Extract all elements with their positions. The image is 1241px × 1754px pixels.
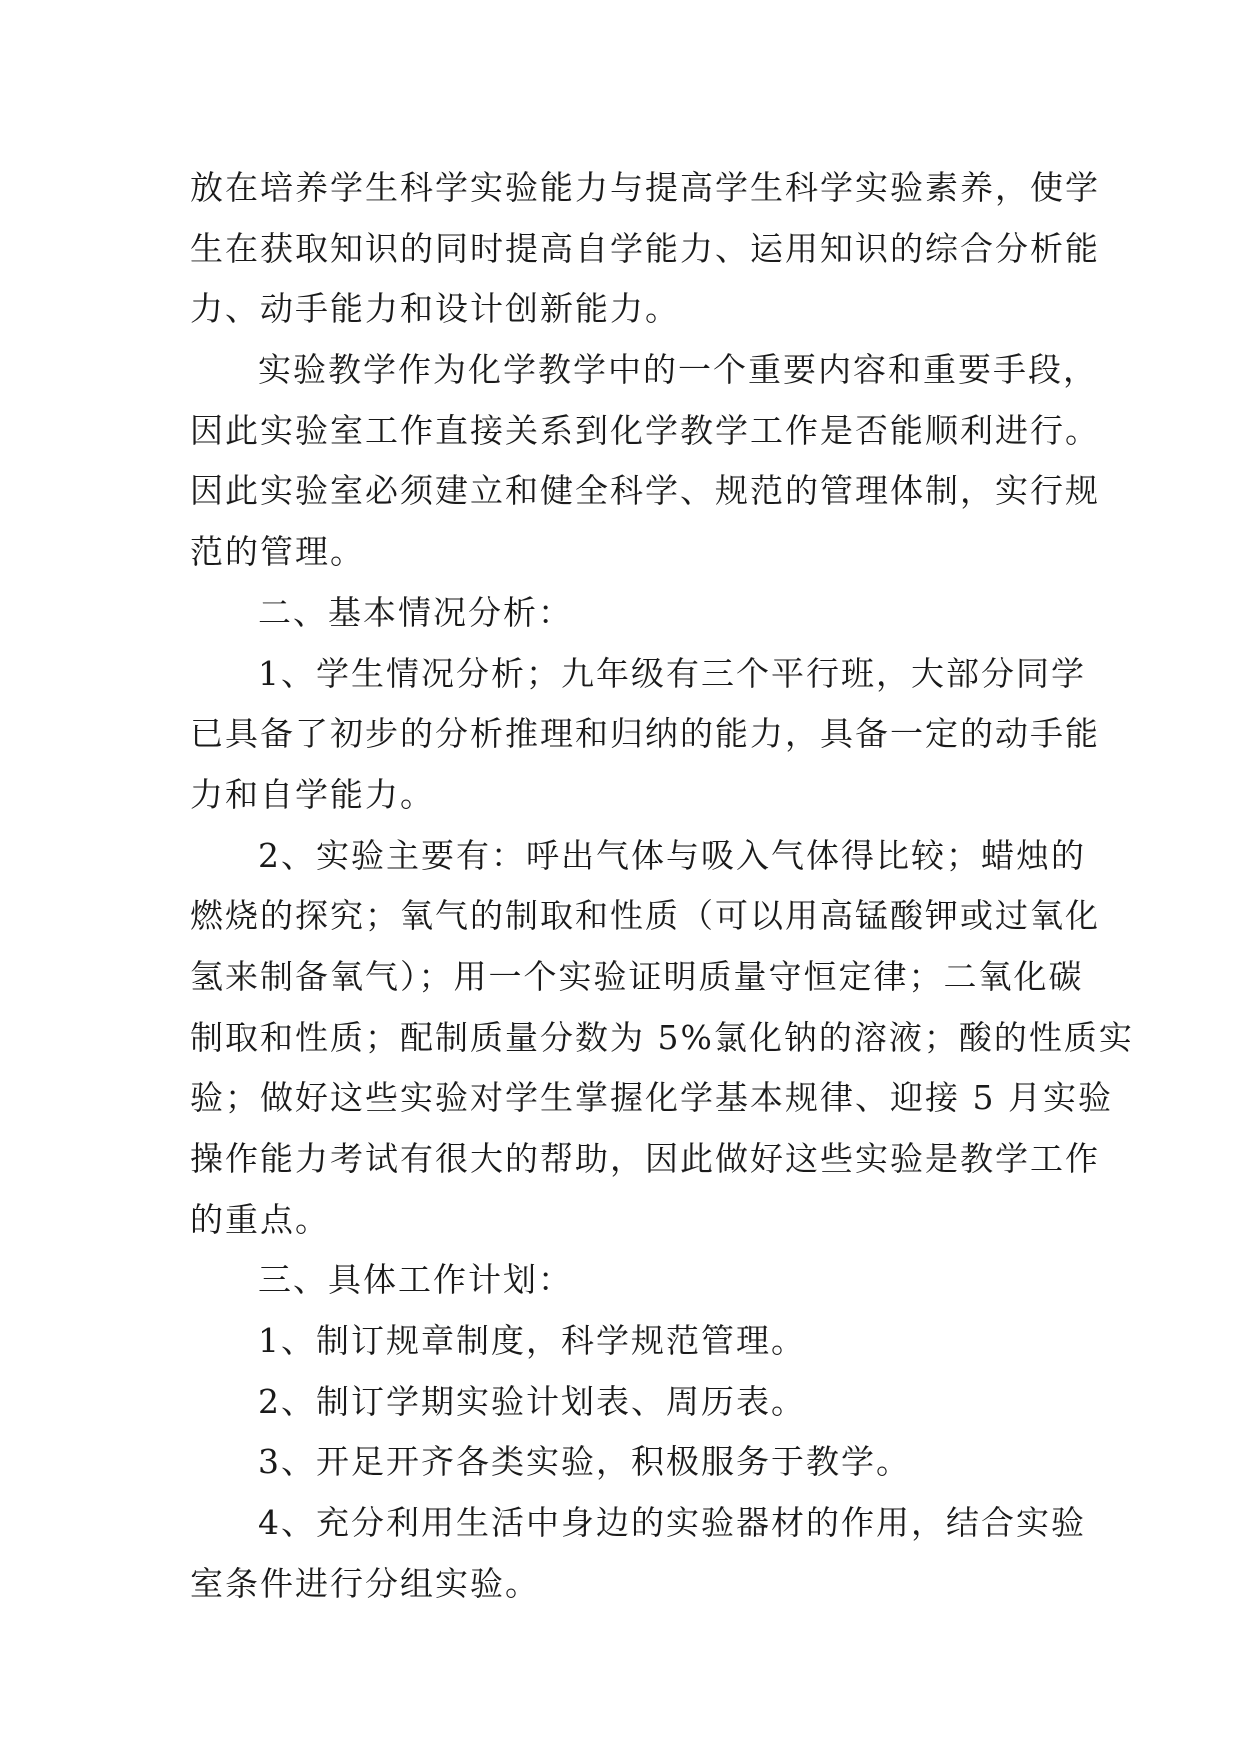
text-line-12: 2、实验主要有：呼出气体与吸入气体得比较；蜡烛的: [258, 835, 1086, 875]
text-line-24: 室条件进行分组实验。: [190, 1563, 540, 1603]
section-heading-basic-analysis: 二、基本情况分析：: [258, 592, 573, 632]
plan-item-3: 3、开足开齐各类实验，积极服务于教学。: [258, 1442, 911, 1482]
plan-item-1: 1、制订规章制度，科学规范管理。: [258, 1321, 806, 1361]
text-line-6: 因此实验室必须建立和健全科学、规范的管理体制，实行规: [190, 471, 1100, 511]
plan-item-2: 2、制订学期实验计划表、周历表。: [258, 1381, 806, 1421]
text-line-11: 力和自学能力。: [190, 774, 435, 814]
text-line-18: 的重点。: [190, 1199, 330, 1239]
text-line-7: 范的管理。: [190, 532, 365, 572]
section-heading-work-plan: 三、具体工作计划：: [258, 1260, 573, 1300]
text-line-16: 验；做好这些实验对学生掌握化学基本规律、迎接 5 月实验: [190, 1078, 1113, 1118]
text-line-14: 氢来制备氧气）；用一个实验证明质量守恒定律；二氧化碳: [190, 956, 1084, 996]
text-line-3: 力、动手能力和设计创新能力。: [190, 289, 680, 329]
plan-item-4: 4、充分利用生活中身边的实验器材的作用，结合实验: [258, 1503, 1086, 1543]
document-body: [190, 158, 1134, 1615]
text-line-5: 因此实验室工作直接关系到化学教学工作是否能顺利进行。: [190, 410, 1100, 450]
text-line-2: 生在获取知识的同时提高自学能力、运用知识的综合分析能: [190, 228, 1100, 268]
text-line-9: 1、学生情况分析；九年级有三个平行班，大部分同学: [258, 653, 1086, 693]
text-line-1: 放在培养学生科学实验能力与提高学生科学实验素养，使学: [190, 168, 1100, 207]
text-line-10: 已具备了初步的分析推理和归纳的能力，具备一定的动手能: [190, 714, 1100, 754]
text-line-15: 制取和性质；配制质量分数为 5%氯化钠的溶液；酸的性质实: [190, 1017, 1134, 1057]
text-line-17: 操作能力考试有很大的帮助，因此做好这些实验是教学工作: [190, 1139, 1100, 1178]
text-line-4: 实验教学作为化学教学中的一个重要内容和重要手段，: [258, 350, 1098, 390]
text-line-13: 燃烧的探究；氧气的制取和性质（可以用高锰酸钾或过氧化: [190, 896, 1100, 936]
